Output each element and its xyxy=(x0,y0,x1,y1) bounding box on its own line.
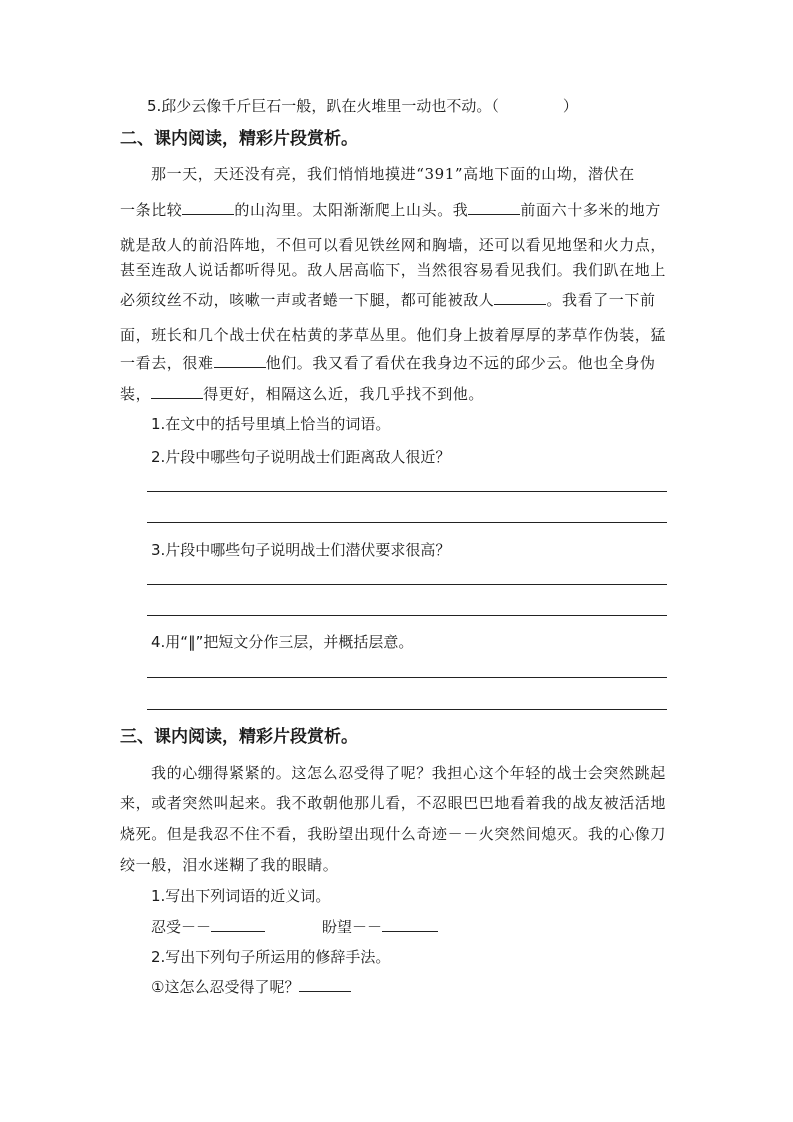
question-2: 2.写出下列句子所运用的修辞手法。 xyxy=(151,948,391,966)
answer-line[interactable] xyxy=(147,709,667,710)
rhetoric-item: ①这怎么忍受得了呢？ xyxy=(151,977,351,997)
fill-blank[interactable] xyxy=(211,917,265,932)
passage-line: 一看去，很难 他们。我又看了看伏在我身边不远的邱少云。他也全身伪 xyxy=(120,354,656,372)
section-2-heading: 二、课内阅读，精彩片段赏析。 xyxy=(120,129,358,149)
fill-blank[interactable] xyxy=(214,353,266,368)
section-3-heading: 三、课内阅读，精彩片段赏析。 xyxy=(120,727,358,747)
answer-line[interactable] xyxy=(147,615,667,616)
passage-line: 绞一般，泪水迷糊了我的眼睛。 xyxy=(120,856,339,874)
passage-line: 必须纹丝不动，咳嗽一声或者蜷一下腿，都可能被敌人 。我看了一下前 xyxy=(120,291,656,309)
question-2: 2.片段中哪些句子说明战士们距离敌人很近？ xyxy=(151,448,451,466)
passage-line: 甚至连敌人说话都听得见。敌人居高临下，当然很容易看见我们。我们趴在地上 xyxy=(120,261,667,279)
question-1: 1.写出下列词语的近义词。 xyxy=(151,887,331,905)
question-3: 3.片段中哪些句子说明战士们潜伏要求很高？ xyxy=(151,541,451,559)
passage-line: 一条比较 的山沟里。太阳渐渐爬上山头。我 前面六十多米的地方 xyxy=(120,201,661,219)
fill-blank[interactable] xyxy=(151,384,203,399)
passage-line: 面，班长和几个战士伏在枯黄的茅草丛里。他们身上披着厚厚的茅草作伪装，猛 xyxy=(120,326,667,344)
passage-line: 就是敌人的前沿阵地，不但可以看见铁丝网和胸墙，还可以看见地堡和火力点， xyxy=(120,236,667,254)
passage-line: 我的心绷得紧紧的。这怎么忍受得了呢？我担心这个年轻的战士会突然跳起 xyxy=(151,764,666,782)
fill-blank[interactable] xyxy=(494,290,546,305)
question-5-prev: 5.邱少云像千斤巨石一般，趴在火堆里一动也不动。（ ） xyxy=(147,97,578,115)
passage-line: 来，或者突然叫起来。我不敢朝他那儿看，不忍眼巴巴地看着我的战友被活活地 xyxy=(120,794,667,812)
answer-line[interactable] xyxy=(147,677,667,678)
answer-line[interactable] xyxy=(147,584,667,585)
fill-blank[interactable] xyxy=(382,917,438,932)
answer-line[interactable] xyxy=(147,522,667,523)
answer-line[interactable] xyxy=(147,491,667,492)
fill-blank[interactable] xyxy=(182,200,234,215)
synonym-items: 忍受－－ 盼望－－ xyxy=(151,917,438,937)
passage-line: 烧死。但是我忍不住不看，我盼望出现什么奇迹－－火突然间熄灭。我的心像刀 xyxy=(120,825,667,843)
question-4: 4.用“‖”把短文分作三层，并概括层意。 xyxy=(151,633,414,651)
fill-blank[interactable] xyxy=(468,200,520,215)
passage-line: 那一天，天还没有亮，我们悄悄地摸进“391”高地下面的山坳，潜伏在 xyxy=(151,165,635,183)
fill-blank[interactable] xyxy=(299,977,351,992)
question-1: 1.在文中的括号里填上恰当的词语。 xyxy=(151,415,391,433)
passage-line: 装， 得更好，相隔这么近，我几乎找不到他。 xyxy=(120,385,485,403)
